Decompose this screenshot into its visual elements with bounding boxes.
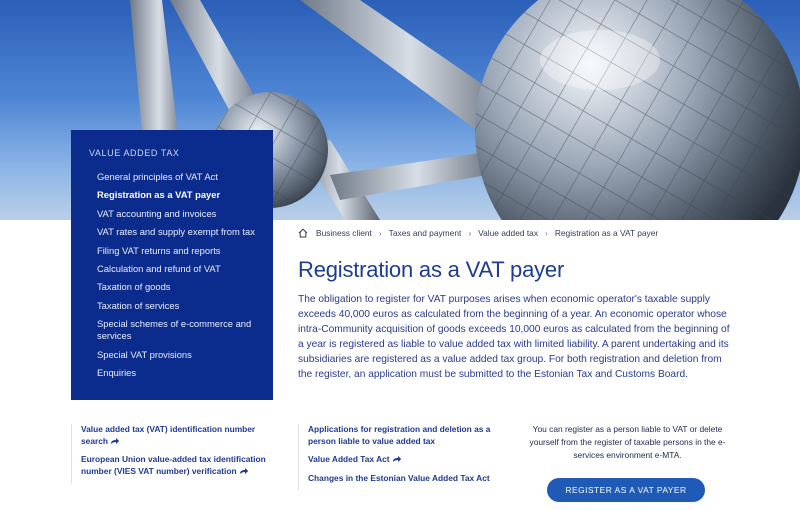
breadcrumb-item-value-added-tax[interactable]: Value added tax xyxy=(478,228,539,238)
link-label: European Union value-added tax identification number (VIES VAT number) verification xyxy=(81,454,266,476)
sidebar-item-taxation-goods[interactable]: Taxation of goods xyxy=(97,281,171,293)
breadcrumb-item-taxes-payment[interactable]: Taxes and payment xyxy=(388,228,462,238)
external-link-icon xyxy=(110,437,120,445)
chevron-right-icon: › xyxy=(378,228,382,238)
register-vat-payer-button[interactable]: REGISTER AS A VAT PAYER xyxy=(547,478,705,502)
link-label: Changes in the Estonian Value Added Tax Act xyxy=(308,472,490,483)
link-vat-number-search[interactable] xyxy=(81,424,271,447)
link-vies-verification[interactable] xyxy=(81,454,271,477)
sidebar-item-registration[interactable]: Registration as a VAT payer xyxy=(97,189,221,201)
link-label: Value added tax (VAT) identification number search xyxy=(81,424,256,446)
sidebar-item-vat-rates[interactable]: VAT rates and supply exempt from tax xyxy=(97,226,255,238)
breadcrumb-item-business-client[interactable]: Business client xyxy=(316,228,372,238)
sidebar-item-accounting-invoices[interactable]: VAT accounting and invoices xyxy=(97,207,217,219)
chevron-right-icon: › xyxy=(545,228,548,238)
sidebar-heading: VALUE ADDED TAX xyxy=(89,148,180,158)
link-label: Applications for registration and deletion as a person liable to value added tax xyxy=(308,424,491,446)
sidebar-nav xyxy=(71,130,273,400)
breadcrumb xyxy=(298,228,658,238)
sidebar-item-special-provisions[interactable]: Special VAT provisions xyxy=(97,348,192,360)
sidebar-item-filing-returns[interactable]: Filing VAT returns and reports xyxy=(97,244,221,256)
external-link-icon xyxy=(392,455,402,463)
page-title: Registration as a VAT payer xyxy=(298,257,565,282)
register-info-text: You can register as a person liable to VAT or delete yourself from the register of taxable persons in the e-services environment e-MTA. xyxy=(529,424,726,460)
home-icon[interactable] xyxy=(298,228,308,238)
sidebar-item-enquiries[interactable]: Enquiries xyxy=(97,366,137,378)
sidebar-item-special-schemes[interactable]: Special schemes of e-commerce and services xyxy=(97,318,252,342)
breadcrumb-item-current: Registration as a VAT payer xyxy=(554,228,659,238)
related-links-column-2 xyxy=(298,424,498,491)
chevron-right-icon: › xyxy=(468,228,472,238)
sidebar-list xyxy=(89,171,259,379)
link-changes-vat-act[interactable] xyxy=(308,473,498,485)
sidebar-item-taxation-services[interactable]: Taxation of services xyxy=(97,299,180,311)
external-link-icon xyxy=(239,467,249,475)
intro-paragraph: The obligation to register for VAT purposes arises when economic operator's taxable supply exceeds 40,000 euros as calculated from the beginning of a year. An economic operator whose intra-Community acquisition of goods exceeds 10,000 euros as calculated from the beginning of a year is registered as liable to value added tax with limited liability. A parent undertaking and its subsidiaries are registered as a value added tax group. For both registration and deletion from the register, an application must be submitted to the Estonian Tax and Customs Board. xyxy=(298,294,730,381)
link-vat-act[interactable] xyxy=(308,454,498,466)
link-applications-registration[interactable] xyxy=(308,424,498,447)
sidebar-item-general-principles[interactable]: General principles of VAT Act xyxy=(97,171,218,182)
related-links-column-1 xyxy=(71,424,271,484)
sidebar-item-calculation-refund[interactable]: Calculation and refund of VAT xyxy=(97,262,221,274)
link-label: Value Added Tax Act xyxy=(308,454,390,464)
